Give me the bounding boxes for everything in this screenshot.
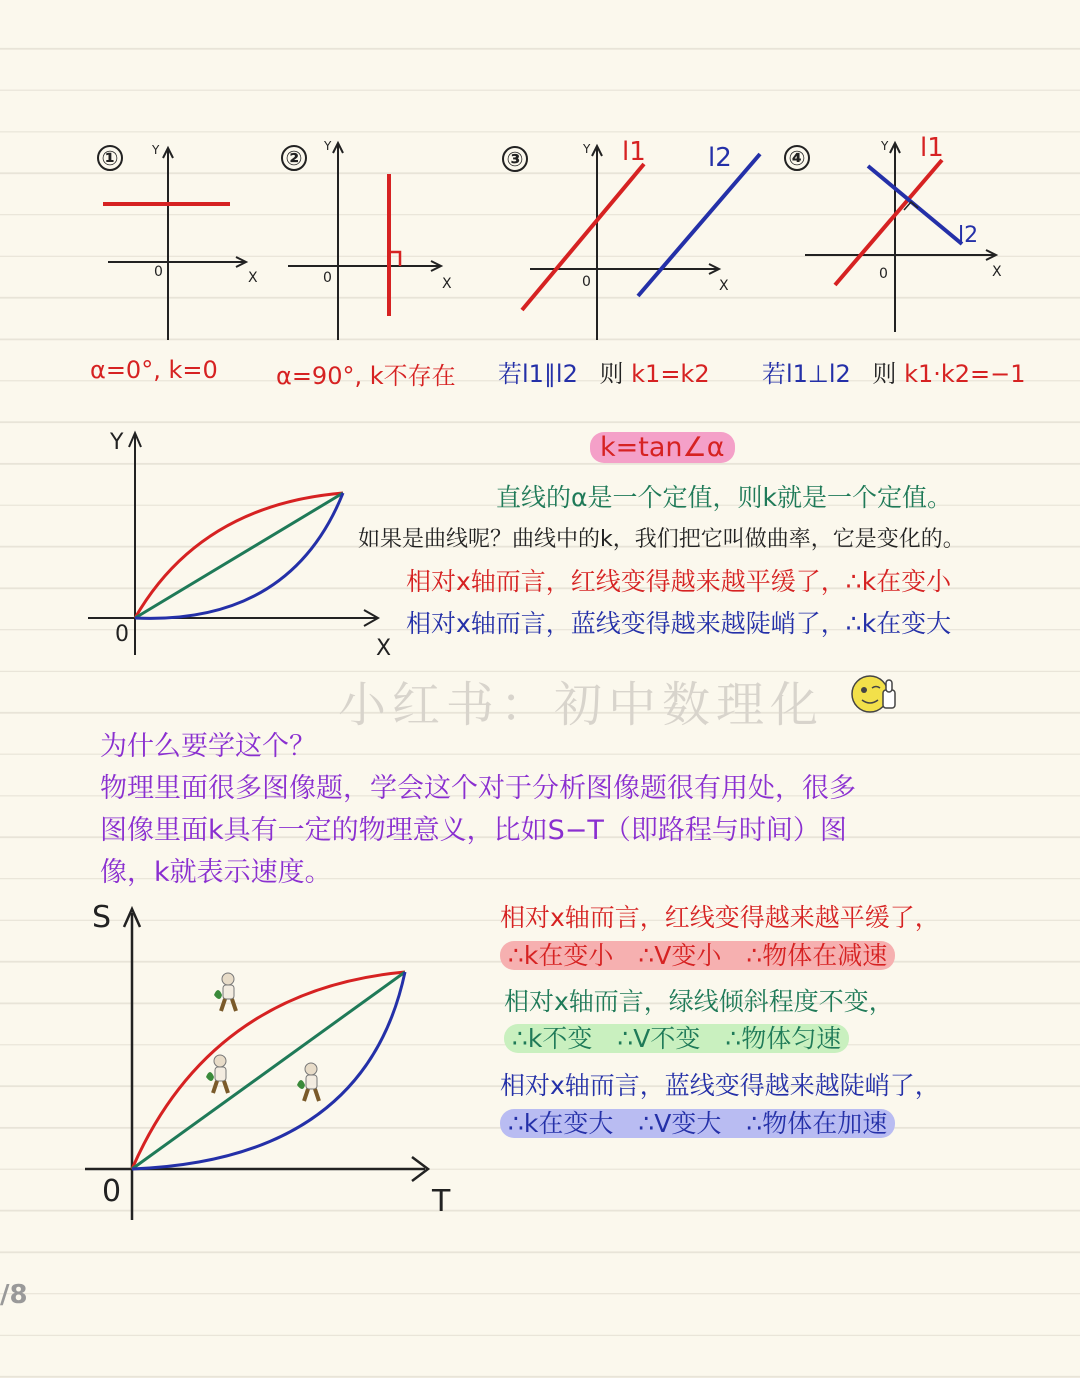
blue-explain-2	[500, 1104, 895, 1140]
origin-label: 0	[154, 264, 163, 280]
formula-tan	[590, 432, 735, 463]
page-indicator: /8	[0, 1280, 28, 1310]
x-axis-label: X	[442, 276, 452, 292]
why-paragraph-3: 像，k就表示速度。	[100, 857, 332, 888]
green-explain-2	[504, 1019, 849, 1055]
diagram-3	[522, 137, 760, 340]
number-3-label: ③	[502, 146, 528, 172]
line-blue-explain: 相对x轴而言，蓝线变得越来越陡峭了，∴k在变大	[406, 609, 952, 638]
origin-label: 0	[102, 1174, 122, 1209]
red-explain-2	[500, 936, 895, 972]
origin-label: 0	[115, 622, 129, 647]
caption-3-then: 则	[599, 360, 624, 388]
l2-label: l2	[958, 223, 979, 248]
caption-1: α=0°, k=0	[90, 356, 218, 384]
diagram-2	[288, 139, 452, 340]
green-conclusion: ∴k不变 ∴V不变 ∴物体匀速	[504, 1024, 849, 1053]
caption-3	[498, 354, 710, 389]
y-axis-label: Y	[110, 430, 124, 455]
t-axis-label: T	[432, 1184, 451, 1219]
caption-4-result: k1·k2=−1	[904, 360, 1026, 388]
line-curvature: 如果是曲线呢？曲线中的k，我们把它叫做曲率，它是变化的。	[358, 527, 965, 552]
watermark-text: 小红书：初中数理化	[338, 677, 825, 733]
formula-text: k=tan∠α	[590, 432, 735, 463]
caption-4-condition: 若l1⊥l2	[762, 360, 851, 388]
curvature-graph	[80, 425, 400, 665]
caption-2: α=90°, k不存在	[276, 362, 456, 390]
top-diagrams	[0, 120, 1080, 350]
y-axis-label: Y	[881, 139, 889, 153]
l1-label: l1	[622, 137, 646, 167]
diagram-1	[103, 143, 258, 340]
x-axis-label: X	[992, 264, 1002, 280]
diagram-4	[805, 133, 1002, 332]
l1-label: l1	[920, 133, 944, 163]
thumbs-up-emoji-icon	[850, 672, 898, 716]
y-axis-label: Y	[152, 143, 160, 157]
origin-label: 0	[879, 266, 888, 282]
x-axis-label: X	[248, 270, 258, 286]
red-explain-1: 相对x轴而言，红线变得越来越平缓了，	[500, 903, 940, 932]
caption-4-then: 则	[872, 360, 897, 388]
caption-3-result: k1=k2	[631, 360, 710, 388]
why-question: 为什么要学这个？	[100, 731, 316, 762]
blue-conclusion: ∴k在变大 ∴V变大 ∴物体在加速	[500, 1109, 895, 1138]
why-paragraph-2: 图像里面k具有一定的物理意义，比如S−T（即路程与时间）图	[100, 815, 847, 846]
line-constant: 直线的α是一个定值，则k就是一个定值。	[496, 483, 952, 512]
caption-3-condition: 若l1∥l2	[498, 360, 578, 388]
walker-red-icon	[214, 973, 236, 1011]
x-axis-label: X	[719, 278, 729, 294]
l2-label: l2	[708, 143, 732, 173]
green-explain-1: 相对x轴而言，绿线倾斜程度不变，	[504, 987, 894, 1016]
blue-explain-1: 相对x轴而言，蓝线变得越来越陡峭了，	[500, 1071, 940, 1100]
walker-blue-icon	[297, 1063, 319, 1101]
number-2-label: ②	[281, 145, 307, 171]
origin-label: 0	[323, 270, 332, 286]
st-graph	[80, 895, 460, 1225]
x-axis-label: X	[376, 636, 392, 661]
origin-label: 0	[582, 274, 591, 290]
y-axis-label: Y	[583, 142, 591, 156]
red-conclusion: ∴k在变小 ∴V变小 ∴物体在减速	[500, 941, 895, 970]
s-axis-label: S	[92, 900, 112, 935]
caption-4	[762, 354, 1026, 389]
walker-green-icon	[206, 1055, 228, 1093]
y-axis-label: Y	[324, 139, 332, 153]
line-red-explain: 相对x轴而言，红线变得越来越平缓了，∴k在变小	[406, 567, 952, 596]
number-1-label: ①	[97, 145, 123, 171]
number-4-label: ④	[784, 145, 810, 171]
why-paragraph-1: 物理里面很多图像题，学会这个对于分析图像题很有用处，很多	[100, 773, 856, 804]
